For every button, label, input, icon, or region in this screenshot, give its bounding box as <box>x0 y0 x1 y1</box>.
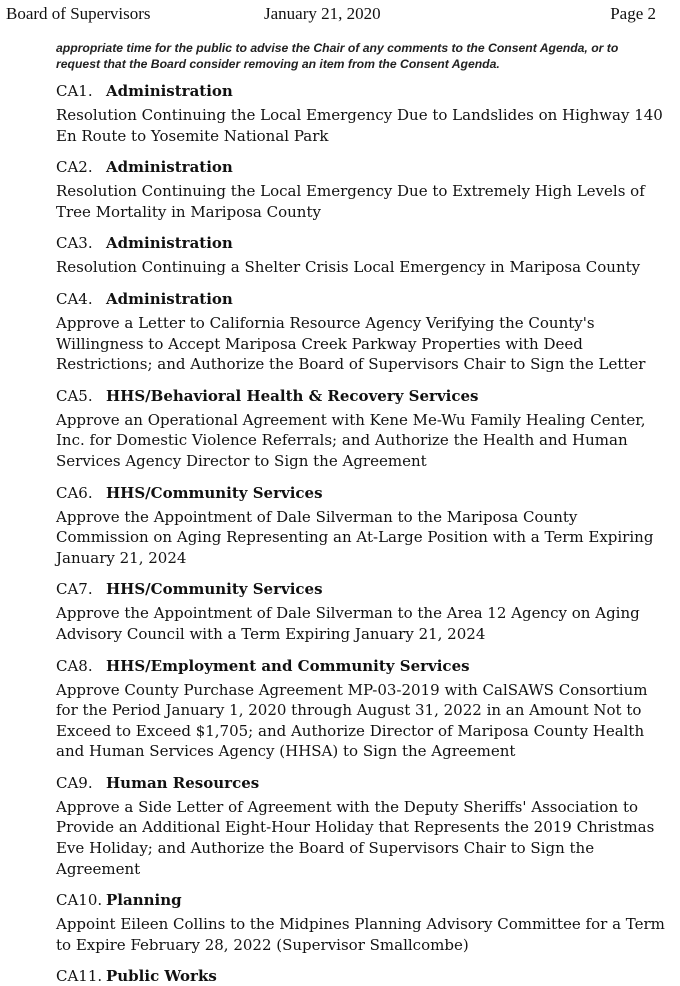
agenda-item-ca10 <box>56 890 666 955</box>
item-description: Approve the Appointment of Dale Silverman to the Mariposa County Commission on Aging Representing an At-Large Position with a Term Expiring January 21, 2024 <box>56 507 654 567</box>
page-header <box>0 4 680 26</box>
header-page-number: Page 2 <box>610 4 656 23</box>
item-number: CA3. <box>56 234 93 253</box>
item-department: HHS/Community Services <box>106 483 323 502</box>
item-description: Appoint Eileen Collins to the Midpines Planning Advisory Committee for a Term to Expire February 28, 2022 (Supervisor Smallcombe) <box>56 915 665 954</box>
item-department: Administration <box>106 234 233 253</box>
item-number: CA5. <box>56 386 93 405</box>
agenda-item-ca5 <box>56 386 666 472</box>
agenda-item-ca1 <box>56 81 666 146</box>
item-number: CA7. <box>56 580 93 599</box>
item-department: Administration <box>106 289 233 308</box>
item-department: Planning <box>106 891 182 910</box>
item-description: Resolution Continuing the Local Emergency Due to Landslides on Highway 140 En Route to Yosemite National Park <box>56 106 663 145</box>
item-number: CA8. <box>56 656 93 675</box>
consent-agenda-list <box>56 81 666 986</box>
agenda-item-ca8 <box>56 656 666 762</box>
item-description: Resolution Continuing a Shelter Crisis Local Emergency in Mariposa County <box>56 258 641 277</box>
item-number: CA9. <box>56 773 93 792</box>
header-board-title: Board of Supervisors <box>6 4 151 23</box>
item-number: CA10. <box>56 891 103 910</box>
item-number: CA4. <box>56 289 93 308</box>
agenda-item-ca11 <box>56 966 666 986</box>
item-number: CA11. <box>56 967 103 986</box>
item-number: CA2. <box>56 158 93 177</box>
item-description: Approve an Operational Agreement with Kene Me-Wu Family Healing Center, Inc. for Domestic Violence Referrals; and Authorize the Health and Human Services Agency Director to Sign the Agreement <box>56 410 646 470</box>
agenda-item-ca6 <box>56 483 666 569</box>
item-description: Approve a Side Letter of Agreement with the Deputy Sheriffs' Association to Provide an Additional Eight-Hour Holiday that Represents the 2019 Christmas Eve Holiday; and Authorize the Board of Supervisors Chair to Sign the Agreement <box>56 797 655 878</box>
item-department: Human Resources <box>106 773 260 792</box>
agenda-item-ca4 <box>56 289 666 375</box>
agenda-item-ca3 <box>56 233 666 278</box>
item-department: HHS/Community Services <box>106 580 323 599</box>
item-number: CA6. <box>56 483 93 502</box>
agenda-item-ca2 <box>56 157 666 222</box>
header-date: January 21, 2020 <box>264 4 381 23</box>
item-description: Approve a Letter to California Resource Agency Verifying the County's Willingness to Accept Mariposa Creek Parkway Properties with Deed Restrictions; and Authorize the Board of Supervisors Chair to Sign the Letter <box>56 313 646 374</box>
item-department: Administration <box>106 82 233 100</box>
consent-agenda-intro: appropriate time for the public to advise the Chair of any comments to the Consent Agenda, or to request that the Board consider removing an item from the Consent Agenda. <box>56 41 619 71</box>
item-department: HHS/Behavioral Health & Recovery Services <box>106 386 479 405</box>
item-description: Approve the Appointment of Dale Silverman to the Area 12 Agency on Aging Advisory Council with a Term Expiring January 21, 2024 <box>56 604 640 643</box>
item-description: Approve County Purchase Agreement MP-03-2019 with CalSAWS Consortium for the Period January 1, 2020 through August 31, 2022 in an Amount Not to Exceed to Exceed $1,705; and Authorize Director of Mariposa County Health and Human Services Agency (HHSA) to Sign the Agreement <box>56 680 648 761</box>
item-department: HHS/Employment and Community Services <box>106 656 470 675</box>
item-department: Public Works <box>106 967 217 986</box>
item-department: Administration <box>106 158 233 177</box>
item-number: CA1. <box>56 82 93 100</box>
agenda-item-ca7 <box>56 579 666 644</box>
item-description: Resolution Continuing the Local Emergency Due to Extremely High Levels of Tree Mortality in Mariposa County <box>56 182 645 221</box>
agenda-item-ca9 <box>56 773 666 879</box>
